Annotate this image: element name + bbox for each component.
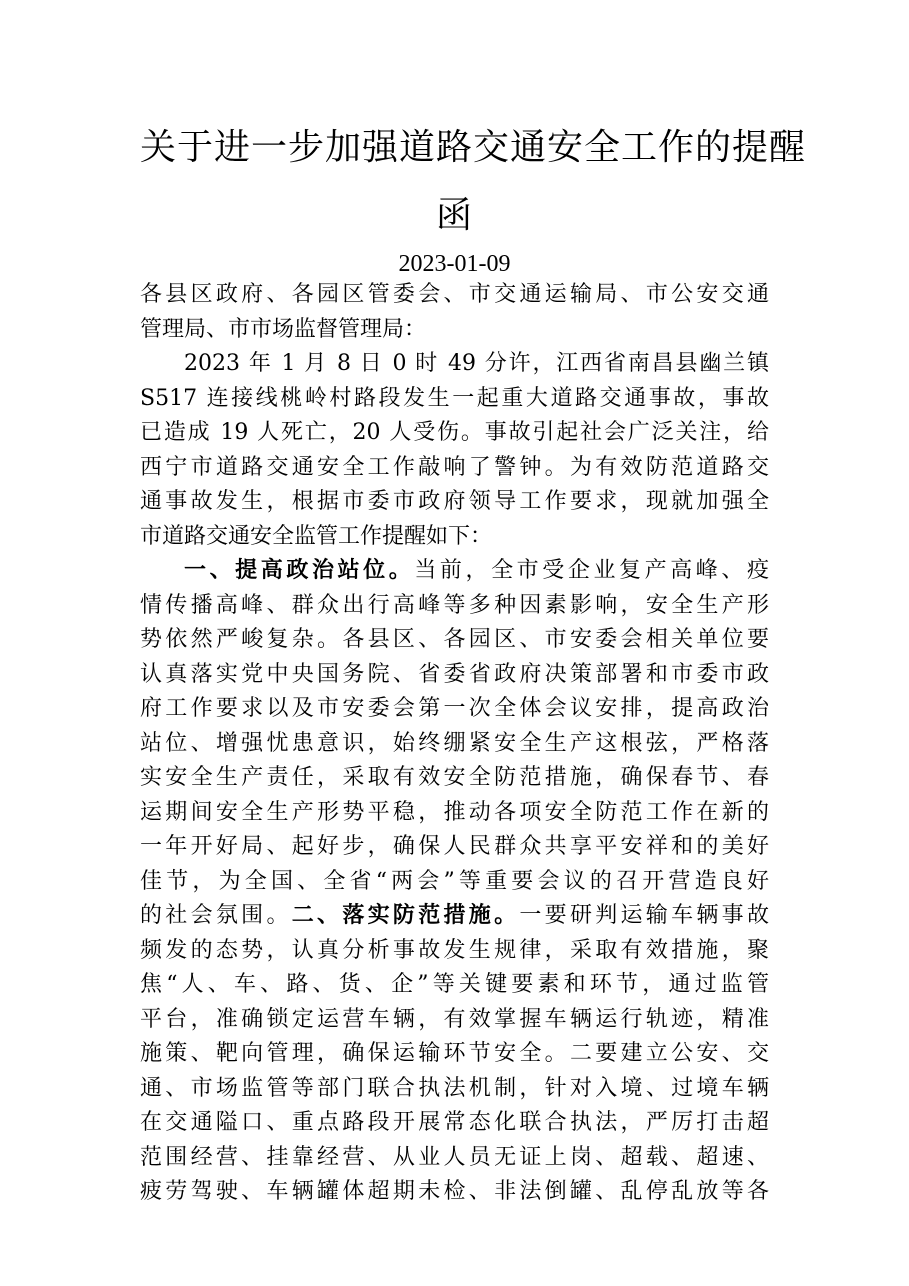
body-line xyxy=(140,1141,769,1176)
body-text-segment: 一年开好局、起好步，确保人民群众共享平安祥和的美好 xyxy=(140,834,769,859)
body-text-segment: 已造成 19 人死亡，20 人受伤。事故引起社会广泛关注，给 xyxy=(140,420,769,445)
body-line xyxy=(140,451,769,486)
body-line xyxy=(140,1175,769,1210)
body-text-segment: 市道路交通安全监管工作提醒如下： xyxy=(140,523,493,549)
body-line xyxy=(140,347,769,382)
body-text-segment: 运期间安全生产形势平稳，推动各项安全防范工作在新的 xyxy=(140,799,769,825)
body-line xyxy=(140,761,769,796)
body-line xyxy=(140,968,769,1003)
body-text-segment: 认真落实党中央国务院、省委省政府决策部署和市委市政 xyxy=(140,661,769,687)
body-text-segment: 实安全生产责任，采取有效安全防范措施，确保春节、春 xyxy=(140,765,769,790)
body-line xyxy=(140,934,769,969)
body-text-segment: 管理局、市市场监督管理局： xyxy=(140,316,427,342)
body-line xyxy=(140,1072,769,1107)
body-line xyxy=(140,416,769,451)
body-line xyxy=(140,658,769,693)
body-text-segment: 势依然严峻复杂。各县区、各园区、市安委会相关单位要 xyxy=(140,627,769,652)
body-line xyxy=(140,1037,769,1072)
body-line xyxy=(140,830,769,865)
body-line xyxy=(140,589,769,624)
body-text-segment: S517 连接线桃岭村路段发生一起重大道路交通事故，事故 xyxy=(140,385,769,411)
body-line xyxy=(140,796,769,831)
body-text-segment: 情传播高峰、群众出行高峰等多种因素影响，安全生产形 xyxy=(140,592,769,618)
body-text-segment: 的社会氛围。 xyxy=(140,903,292,928)
body-text-segment: 通、市场监管等部门联合执法机制，针对入境、过境车辆 xyxy=(140,1075,769,1101)
body-line xyxy=(140,313,769,348)
body-line xyxy=(140,1003,769,1038)
document-title-line-1: 关于进一步加强道路交通安全工作的提醒 xyxy=(140,127,807,168)
document-date: 2023-01-09 xyxy=(398,251,511,277)
body-text-segment: 施策、靶向管理，确保运输环节安全。二要建立公安、交 xyxy=(140,1041,769,1066)
body-text-segment: 府工作要求以及市安委会第一次全体会议安排，提高政治 xyxy=(140,696,769,721)
body-line xyxy=(140,623,769,658)
body-text-segment: 佳节，为全国、全省“两会”等重要会议的召开营造良好 xyxy=(140,868,769,894)
body-text-segment: 在交通隘口、重点路段开展常态化联合执法，严厉打击超 xyxy=(140,1110,769,1135)
body-text-segment: 疲劳驾驶、车辆罐体超期未检、非法倒罐、乱停乱放等各 xyxy=(140,1179,769,1204)
body-text-segment: 频发的态势，认真分析事故发生规律，采取有效措施，聚 xyxy=(140,937,769,963)
document-body xyxy=(140,278,769,1210)
body-line xyxy=(140,554,769,589)
body-text-segment: 范围经营、挂靠经营、从业人员无证上岗、超载、超速、 xyxy=(140,1144,769,1170)
body-text-segment: 当前，全市受企业复产高峰、疫 xyxy=(414,558,769,583)
body-text-segment: 2023 年 1 月 8 日 0 时 49 分许，江西省南昌县幽兰镇 xyxy=(184,351,769,376)
body-text-segment: 站位、增强忧患意识，始终绷紧安全生产这根弦，严格落 xyxy=(140,730,769,756)
body-line xyxy=(140,727,769,762)
body-text-segment: 平台，准确锁定运营车辆，有效掌握车辆运行轨迹，精准 xyxy=(140,1006,769,1032)
body-text-segment: 通事故发生，根据市委市政府领导工作要求，现就加强全 xyxy=(140,489,769,514)
body-line xyxy=(140,692,769,727)
body-line xyxy=(140,899,769,934)
body-text-segment: 各县区政府、各园区管委会、市交通运输局、市公安交通 xyxy=(140,282,769,307)
body-line xyxy=(140,865,769,900)
body-text-segment: 焦“人、车、路、货、企”等关键要素和环节，通过监管 xyxy=(140,972,769,997)
document-title-line-2: 函 xyxy=(435,195,473,236)
section-heading: 二、落实防范措施。 xyxy=(291,903,520,928)
body-line xyxy=(140,520,769,555)
body-text-segment: 一要研判运输车辆事故 xyxy=(519,903,769,928)
body-line xyxy=(140,485,769,520)
body-line xyxy=(140,1106,769,1141)
body-line xyxy=(140,382,769,417)
section-heading: 一、提高政治站位。 xyxy=(184,558,415,583)
body-line xyxy=(140,278,769,313)
body-text-segment: 西宁市道路交通安全工作敲响了警钟。为有效防范道路交 xyxy=(140,454,769,480)
